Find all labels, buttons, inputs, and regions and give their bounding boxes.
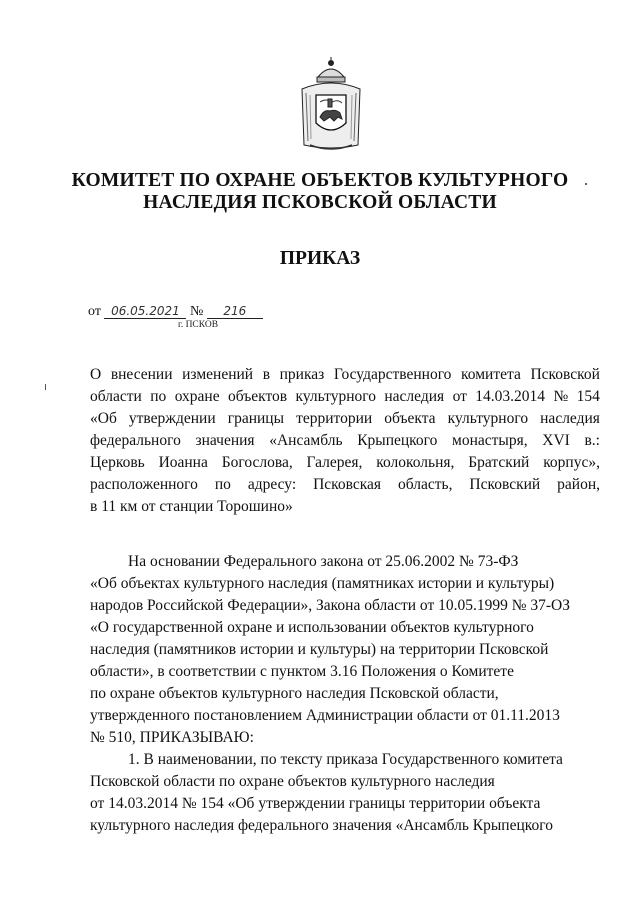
subject-line: области по охране объектов культурного наследия от 14.03.2014 № 154 xyxy=(90,388,600,405)
body-line: утвержденного постановлением Администрации области от 01.11.2013 xyxy=(90,707,560,724)
body-line: «О государственной охране и использовании объектов культурного xyxy=(90,619,534,636)
body-line: культурного наследия федерального значения «Ансамбль Крыпецкого xyxy=(90,817,553,834)
body-line: «Об объектах культурного наследия (памятниках истории и культуры) xyxy=(90,575,555,592)
body-line: области», в соответствии с пунктом 3.16 Положения о Комитете xyxy=(90,663,514,680)
order-body xyxy=(90,551,600,837)
body-line: 1. В наименовании, по тексту приказа Государственного комитета xyxy=(128,751,563,768)
body-line: На основании Федерального закона от 25.06.2002 № 73-ФЗ xyxy=(128,553,519,570)
body-line: народов Российской Федерации», Закона области от 10.05.1999 № 37-ОЗ xyxy=(90,597,571,614)
number-label: № xyxy=(189,304,204,319)
body-line: № 510, ПРИКАЗЫВАЮ: xyxy=(90,729,254,746)
body-line: Псковской области по охране объектов культурного наследия xyxy=(90,773,495,790)
subject-line: расположенного по адресу: Псковская область, Псковский район, xyxy=(90,476,600,493)
ink-speck xyxy=(585,183,587,185)
subject-line: в 11 км от станции Торошино» xyxy=(90,498,293,515)
order-subject xyxy=(90,364,600,518)
subject-line: О внесении изменений в приказ Государственного комитета Псковской xyxy=(90,366,600,383)
organization-name-line1: КОМИТЕТ ПО ОХРАНЕ ОБЪЕКТОВ КУЛЬТУРНОГО xyxy=(71,170,569,191)
city-label: г. ПСКОВ xyxy=(178,320,219,330)
document-type-title: ПРИКАЗ xyxy=(279,248,361,269)
body-line: наследия (памятников истории и культуры) на территории Псковской xyxy=(90,641,549,658)
order-date-number-line xyxy=(88,304,263,320)
subject-line: «Об утверждении границы территории объекта культурного наследия xyxy=(90,410,600,427)
subject-line: Церковь Иоанна Богослова, Галерея, колокольня, Братский корпус», xyxy=(90,454,600,471)
date-prefix: от xyxy=(88,304,101,319)
order-number: 216 xyxy=(207,304,263,319)
subject-line: федерального значения «Ансамбль Крыпецкого монастыря, XVI в.: xyxy=(90,432,600,449)
coat-of-arms-emblem xyxy=(296,55,366,155)
organization-name-line2: НАСЛЕДИЯ ПСКОВСКОЙ ОБЛАСТИ xyxy=(143,192,497,213)
order-date: 06.05.2021 xyxy=(104,304,186,319)
body-line: по охране объектов культурного наследия Псковской области, xyxy=(90,685,499,702)
body-line: от 14.03.2014 № 154 «Об утверждении границы территории объекта xyxy=(90,795,541,812)
margin-mark xyxy=(45,384,46,390)
